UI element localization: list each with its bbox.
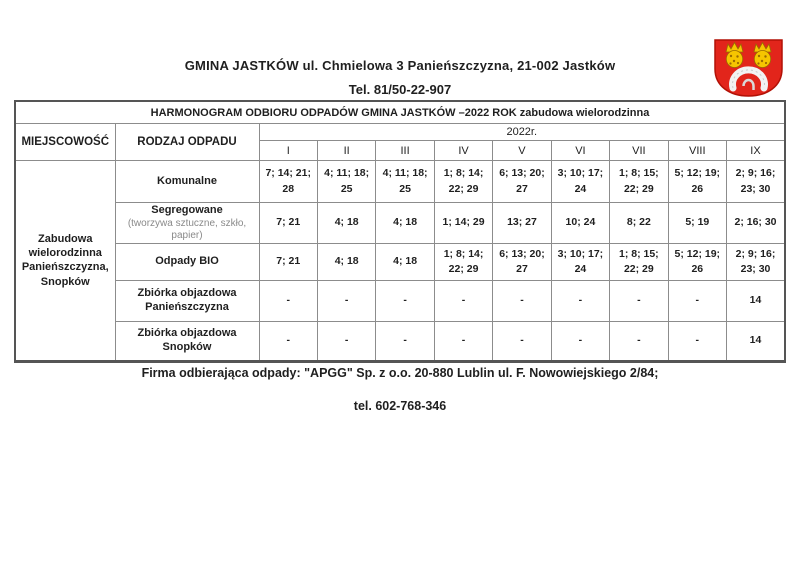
- schedule-cell: 4; 18: [376, 243, 434, 280]
- document-footer: [0, 366, 800, 413]
- schedule-cell: 4; 11; 18; 25: [317, 161, 375, 203]
- waste-type-label: Komunalne: [115, 161, 259, 203]
- schedule-cell: 14: [727, 280, 786, 321]
- schedule-cell: 6; 13; 20; 27: [493, 243, 551, 280]
- schedule-cell: -: [551, 280, 609, 321]
- schedule-cell: 2; 9; 16; 23; 30: [727, 161, 786, 203]
- schedule-cell: 6; 13; 20; 27: [493, 161, 551, 203]
- schedule-cell: 10; 24: [551, 203, 609, 244]
- schedule-cell: 4; 18: [317, 203, 375, 244]
- schedule-cell: -: [317, 280, 375, 321]
- gmina-jastkow-coat-of-arms-icon: [711, 38, 786, 98]
- schedule-cell: 7; 14; 21; 28: [259, 161, 317, 203]
- table-row-komunalne: [15, 161, 785, 203]
- table-row-zbiorka-panienszczyzna: [15, 280, 785, 321]
- month-header: II: [317, 141, 375, 161]
- schedule-cell: 4; 11; 18; 25: [376, 161, 434, 203]
- table-row-segregowane: [15, 203, 785, 244]
- column-header-rodzaj-odpadu: RODZAJ ODPADU: [115, 124, 259, 161]
- schedule-cell: 2; 16; 30: [727, 203, 786, 244]
- table-title-row: [15, 101, 785, 124]
- schedule-cell: -: [610, 280, 668, 321]
- footer-company-line: Firma odbierająca odpady: "APGG" Sp. z o.o. 20-880 Lublin ul. F. Nowowiejskiego 2/84;: [141, 366, 659, 380]
- schedule-cell: 3; 10; 17; 24: [551, 243, 609, 280]
- schedule-cell: -: [551, 321, 609, 361]
- waste-type-label: Odpady BIO: [115, 243, 259, 280]
- waste-collection-schedule-table: [14, 100, 786, 363]
- waste-type-label: Zbiórka objazdowa Panieńszczyzna: [115, 280, 259, 321]
- month-header: IV: [434, 141, 492, 161]
- header-address-line: GMINA JASTKÓW ul. Chmielowa 3 Panieńszczyzna, 21-002 Jastków: [184, 58, 616, 73]
- schedule-cell: -: [493, 321, 551, 361]
- schedule-cell: 13; 27: [493, 203, 551, 244]
- schedule-cell: -: [668, 321, 726, 361]
- schedule-cell: 5; 19: [668, 203, 726, 244]
- month-header: VI: [551, 141, 609, 161]
- schedule-cell: -: [259, 321, 317, 361]
- schedule-cell: -: [668, 280, 726, 321]
- schedule-cell: -: [493, 280, 551, 321]
- schedule-cell: -: [259, 280, 317, 321]
- schedule-cell: 4; 18: [317, 243, 375, 280]
- schedule-cell: -: [434, 321, 492, 361]
- schedule-cell: 5; 12; 19; 26: [668, 243, 726, 280]
- schedule-cell: 1; 8; 14; 22; 29: [434, 161, 492, 203]
- schedule-cell: -: [376, 321, 434, 361]
- schedule-cell: 14: [727, 321, 786, 361]
- month-header: VIII: [668, 141, 726, 161]
- schedule-cell: -: [610, 321, 668, 361]
- schedule-cell: 3; 10; 17; 24: [551, 161, 609, 203]
- month-header: VII: [610, 141, 668, 161]
- waste-type-label-main: Segregowane: [151, 204, 223, 216]
- table-header-row: [15, 124, 785, 141]
- table-row-zbiorka-snopkow: [15, 321, 785, 361]
- schedule-cell: 1; 8; 14; 22; 29: [434, 243, 492, 280]
- month-header: I: [259, 141, 317, 161]
- schedule-cell: 7; 21: [259, 203, 317, 244]
- header-phone-line: Tel. 81/50-22-907: [348, 82, 452, 97]
- month-header: III: [376, 141, 434, 161]
- schedule-cell: -: [376, 280, 434, 321]
- schedule-cell: 5; 12; 19; 26: [668, 161, 726, 203]
- month-header: V: [493, 141, 551, 161]
- table-title: HARMONOGRAM ODBIORU ODPADÓW GMINA JASTKÓW –2022 ROK zabudowa wielorodzinna: [15, 101, 785, 124]
- schedule-cell: 1; 8; 15; 22; 29: [610, 161, 668, 203]
- month-header: IX: [727, 141, 786, 161]
- schedule-cell: -: [317, 321, 375, 361]
- schedule-cell: 8; 22: [610, 203, 668, 244]
- footer-phone-line: tel. 602-768-346: [353, 399, 447, 413]
- schedule-cell: 7; 21: [259, 243, 317, 280]
- document-header: [0, 58, 800, 97]
- year-header: 2022r.: [259, 124, 785, 141]
- schedule-cell: 1; 14; 29: [434, 203, 492, 244]
- schedule-cell: -: [434, 280, 492, 321]
- waste-type-label: [115, 203, 259, 244]
- location-cell: Zabudowa wielorodzinna Panieńszczyzna, Snopków: [15, 161, 115, 362]
- schedule-cell: 2; 9; 16; 23; 30: [727, 243, 786, 280]
- table-row-odpady-bio: [15, 243, 785, 280]
- waste-type-label: Zbiórka objazdowa Snopków: [115, 321, 259, 361]
- column-header-miejscowosc: MIEJSCOWOŚĆ: [15, 124, 115, 161]
- waste-type-label-sub: (tworzywa sztuczne, szkło, papier): [127, 217, 247, 241]
- schedule-cell: 1; 8; 15; 22; 29: [610, 243, 668, 280]
- schedule-cell: 4; 18: [376, 203, 434, 244]
